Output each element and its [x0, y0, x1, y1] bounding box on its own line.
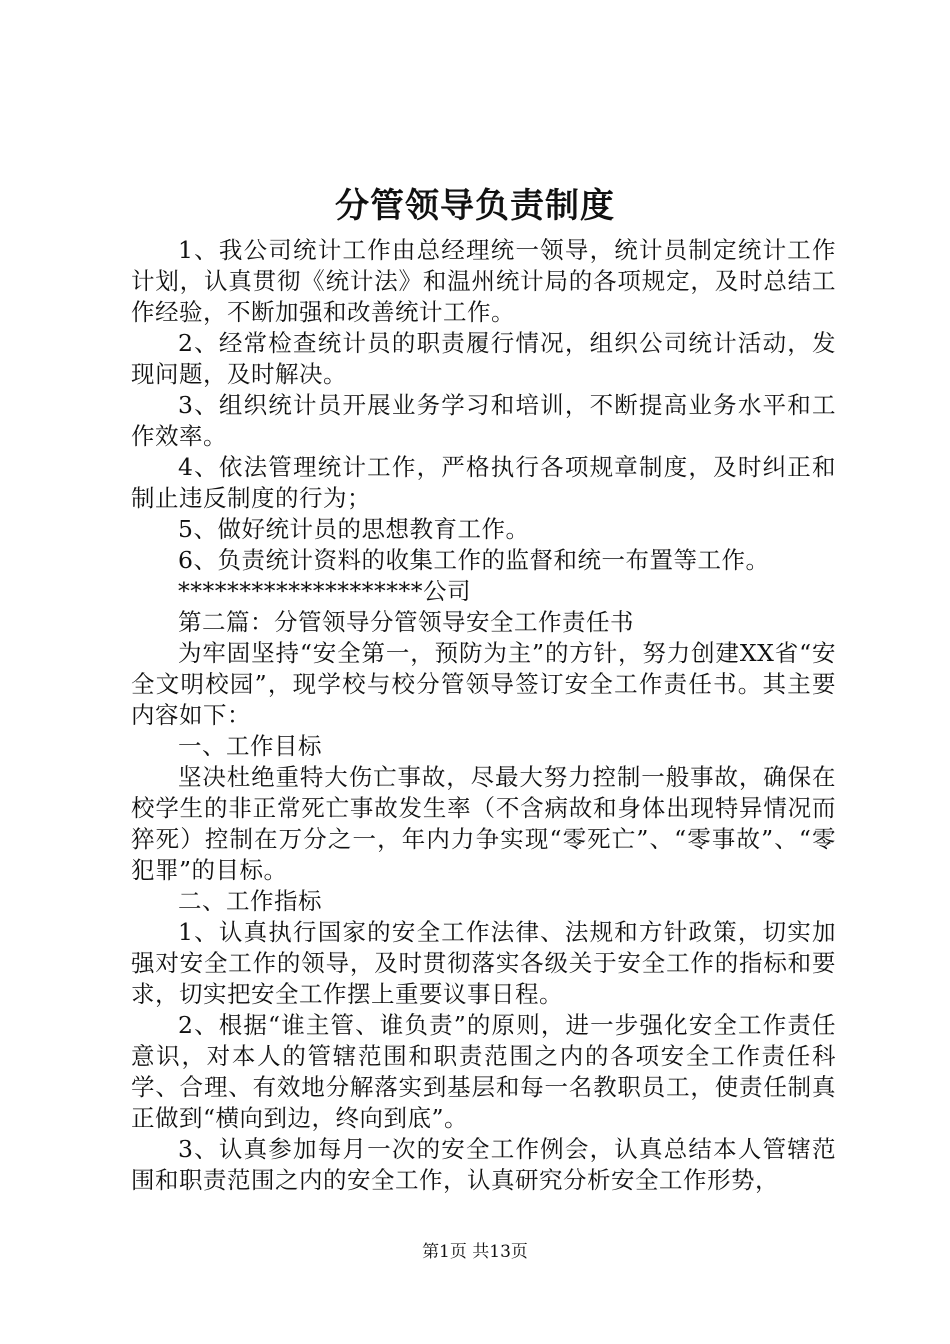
- paragraph-6: 6、负责统计资料的收集工作的监督和统一布置等工作。: [178, 546, 770, 574]
- paragraph-5: 5、做好统计员的思想教育工作。: [178, 515, 530, 543]
- indicator-1: 1、认真执行国家的安全工作法律、法规和方针政策，切实加强对安全工作的领导，及时贯彻落实各级关于安全工作的指标和要求，切实把安全工作摆上重要议事日程。: [131, 918, 836, 1008]
- document-title: 分管领导负责制度: [335, 186, 615, 226]
- paragraph-4: 4、依法管理统计工作，严格执行各项规章制度，及时纠正和制止违反制度的行为；: [131, 453, 836, 512]
- page-footer: 第1页 共13页: [422, 1242, 528, 1262]
- heading-work-goals: 一、工作目标: [178, 732, 322, 760]
- paragraph-goals: 坚决杜绝重特大伤亡事故，尽最大努力控制一般事故，确保在校学生的非正常死亡事故发生率（不含病故和身体出现特异情况而猝死）控制在万分之一，年内力争实现“零死亡”、“零事故”、“零犯罪”的目标。: [131, 763, 836, 884]
- paragraph-2: 2、经常检查统计员的职责履行情况，组织公司统计活动，发现问题，及时解决。: [131, 329, 836, 388]
- heading-work-indicators: 二、工作指标: [178, 887, 322, 915]
- intro-paragraph: 为牢固坚持“安全第一，预防为主”的方针，努力创建XX省“安全文明校园”，现学校与校分管领导签订安全工作责任书。其主要内容如下：: [131, 639, 836, 729]
- company-signature: ********************公司: [178, 577, 471, 605]
- indicator-3: 3、认真参加每月一次的安全工作例会，认真总结本人管辖范围和职责范围之内的安全工作，认真研究分析安全工作形势，: [131, 1135, 836, 1194]
- paragraph-1: 1、我公司统计工作由总经理统一领导，统计员制定统计工作计划，认真贯彻《统计法》和温州统计局的各项规定，及时总结工作经验，不断加强和改善统计工作。: [131, 236, 836, 326]
- document-body: [131, 235, 836, 1196]
- section-heading-part-two: 第二篇：分管领导分管领导安全工作责任书: [178, 608, 634, 636]
- indicator-2: 2、根据“谁主管、谁负责”的原则，进一步强化安全工作责任意识，对本人的管辖范围和职责范围之内的各项安全工作责任科学、合理、有效地分解落实到基层和每一名教职员工，使责任制真正做到“横向到边，终向到底”。: [131, 1011, 836, 1132]
- paragraph-3: 3、组织统计员开展业务学习和培训，不断提高业务水平和工作效率。: [131, 391, 836, 450]
